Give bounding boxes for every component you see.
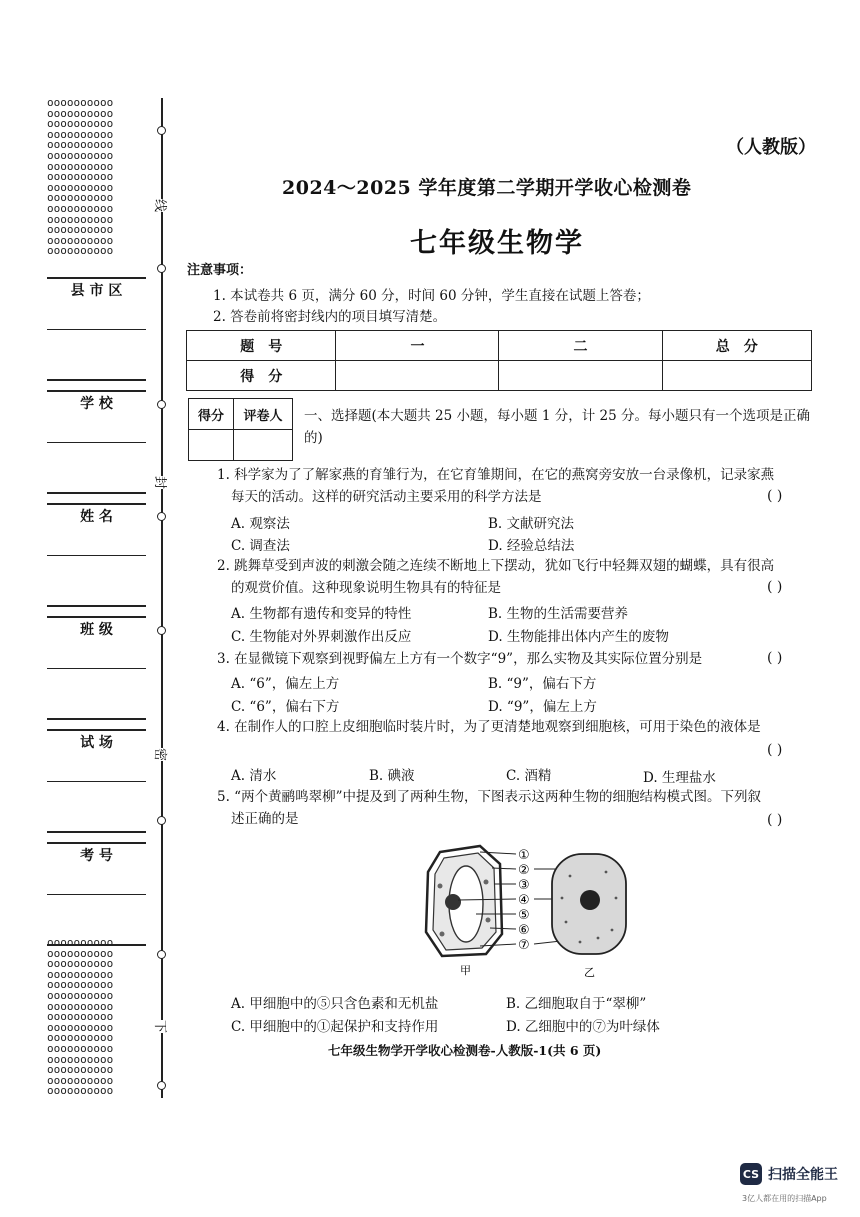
- score-header-cell: 题 号: [187, 331, 336, 361]
- field-label: 试 场: [80, 735, 113, 751]
- cell-diagram: [420, 842, 640, 982]
- note-item: 2. 答卷前将密封线内的项目填写清楚。: [213, 309, 447, 325]
- score-table: [186, 330, 812, 391]
- option[interactable]: C. “6”，偏右下方: [231, 699, 340, 715]
- seal-line-char: 线: [151, 199, 172, 212]
- scanner-tagline: 3亿人都在用的扫描App: [742, 1194, 827, 1203]
- option[interactable]: C. 生物能对外界刺激作出反应: [231, 629, 412, 645]
- grader-header-cell: 得分: [189, 399, 234, 430]
- score-input-cell[interactable]: [499, 361, 662, 391]
- binding-hole: [157, 264, 166, 273]
- diagram-label: ②: [518, 863, 530, 878]
- diagram-label: ③: [518, 878, 530, 893]
- camscanner-logo-icon: CS: [740, 1163, 762, 1185]
- option[interactable]: B. 碘液: [369, 768, 415, 784]
- answer-blank[interactable]: ( ): [767, 488, 783, 504]
- binding-hole: [157, 950, 166, 959]
- option[interactable]: B. “9”，偏右下方: [488, 676, 597, 692]
- field-label: 县 市 区: [70, 283, 123, 299]
- option[interactable]: C. 调查法: [231, 538, 290, 554]
- grader-input-cell[interactable]: [234, 430, 293, 461]
- seal-line-char: 封: [151, 476, 172, 489]
- diagram-label: ④: [518, 893, 530, 908]
- option[interactable]: C. 酒精: [506, 768, 552, 784]
- binding-hole: [157, 1081, 166, 1090]
- option[interactable]: D. 乙细胞中的⑦为叶绿体: [506, 1019, 660, 1035]
- diagram-label: ⑤: [518, 908, 530, 923]
- subject-title: 七年级生物学: [410, 228, 584, 259]
- scanner-watermark: [740, 1163, 838, 1185]
- field-label: 学 校: [80, 396, 113, 412]
- question-text: 每天的活动。这样的研究活动主要采用的科学方法是: [231, 489, 542, 505]
- notes-heading: 注意事项：: [187, 263, 253, 278]
- diagram-label: ①: [518, 848, 530, 863]
- question-text: 4. 在制作人的口腔上皮细胞临时装片时，为了更清楚地观察到细胞核，可用于染色的液体是: [217, 719, 761, 735]
- binding-hole: [157, 512, 166, 521]
- grader-input-cell[interactable]: [189, 430, 234, 461]
- option[interactable]: A. 生物都有遗传和变异的特性: [231, 606, 412, 622]
- animal-nucleus: [580, 890, 600, 910]
- edition-label: （人教版）: [726, 137, 816, 158]
- option[interactable]: A. 清水: [231, 768, 277, 784]
- field-label: 考 号: [80, 848, 113, 864]
- grader-table: [188, 398, 293, 461]
- county-field[interactable]: [47, 277, 146, 381]
- binding-hole: [157, 626, 166, 635]
- exam-room-field[interactable]: [47, 729, 146, 833]
- cell-a-label: 甲: [460, 964, 471, 977]
- exam-title: 2024～2025 学年度第二学期开学收心检测卷: [282, 177, 692, 199]
- binding-line: [161, 98, 163, 1098]
- field-label: 姓 名: [80, 509, 113, 525]
- score-header-cell: 一: [336, 331, 499, 361]
- question-text: 述正确的是: [231, 811, 299, 827]
- field-label: 班 级: [80, 622, 113, 638]
- answer-blank[interactable]: ( ): [767, 579, 783, 595]
- score-row-label: 得 分: [187, 361, 336, 391]
- question-text: 2. 跳舞草受到声波的刺激会随之连续不断地上下摆动，犹如飞行中轻舞双翅的蝴蝶，具有很高: [217, 558, 775, 574]
- grader-header-cell: 评卷人: [234, 399, 293, 430]
- option[interactable]: A. “6”，偏左上方: [231, 676, 340, 692]
- question-text: 5. “两个黄鹂鸣翠柳”中提及到了两种生物，下图表示这两种生物的细胞结构模式图。下列叙: [217, 789, 761, 805]
- option[interactable]: B. 生物的生活需要营养: [488, 606, 629, 622]
- option[interactable]: B. 乙细胞取自于“翠柳”: [506, 996, 647, 1012]
- score-input-cell[interactable]: [662, 361, 811, 391]
- option[interactable]: A. 观察法: [231, 516, 290, 532]
- cell-b-label: 乙: [584, 966, 595, 979]
- diagram-label: ⑦: [518, 938, 530, 953]
- answer-blank[interactable]: ( ): [767, 650, 783, 666]
- option[interactable]: B. 文献研究法: [488, 516, 575, 532]
- score-input-cell[interactable]: [336, 361, 499, 391]
- exam-number-field[interactable]: [47, 842, 146, 946]
- seal-line-char: 下: [151, 1020, 172, 1033]
- option[interactable]: D. “9”，偏左上方: [488, 699, 597, 715]
- option[interactable]: D. 经验总结法: [488, 538, 575, 554]
- option[interactable]: A. 甲细胞中的⑤只含色素和无机盐: [231, 996, 439, 1012]
- binding-hole: [157, 126, 166, 135]
- page-footer: 七年级生物学开学收心检测卷-人教版-1(共 6 页): [328, 1043, 602, 1058]
- question-text: 3. 在显微镜下观察到视野偏左上方有一个数字“9”，那么实物及其实际位置分别是: [217, 651, 703, 667]
- question-text: 的观赏价值。这种现象说明生物具有的特征是: [231, 580, 501, 596]
- diagram-label: ⑥: [518, 923, 530, 938]
- option[interactable]: D. 生物能排出体内产生的废物: [488, 629, 669, 645]
- nucleus: [445, 894, 461, 910]
- score-header-cell: 总 分: [662, 331, 811, 361]
- decorative-dot-pattern-top: oooooooooo oooooooooo oooooooooo oooooooooo oooooooooo oooooooooo oooooooooo oooooooooo oooooooooo oooooooooo oooooooooo oooooooooo oooooooooo oooooooooo oooooooooo: [47, 98, 114, 256]
- option[interactable]: C. 甲细胞中的①起保护和支持作用: [231, 1019, 439, 1035]
- section-heading: 一、选择题(本大题共 25 小题，每小题 1 分，计 25 分。每小题只有一个选项是正确的): [304, 408, 810, 446]
- question-text: 1. 科学家为了了解家燕的育雏行为，在它育雏期间，在它的燕窝旁安放一台录像机，记录家燕: [217, 467, 775, 483]
- answer-blank[interactable]: ( ): [767, 742, 783, 758]
- scanner-app-name: 扫描全能王: [768, 1167, 838, 1183]
- name-field[interactable]: [47, 503, 146, 607]
- binding-hole: [157, 400, 166, 409]
- answer-blank[interactable]: ( ): [767, 812, 783, 828]
- score-header-cell: 二: [499, 331, 662, 361]
- option[interactable]: D. 生理盐水: [643, 770, 716, 786]
- note-item: 1. 本试卷共 6 页，满分 60 分，时间 60 分钟，学生直接在试题上答卷；: [213, 288, 650, 304]
- seal-line-char: 密: [151, 748, 172, 761]
- school-field[interactable]: [47, 390, 146, 494]
- binding-hole: [157, 816, 166, 825]
- decorative-dot-pattern-bottom: oooooooooo oooooooooo oooooooooo oooooooooo oooooooooo oooooooooo oooooooooo oooooooooo oooooooooo oooooooooo oooooooooo oooooooooo oooooooooo oooooooooo oooooooooo: [47, 938, 114, 1098]
- class-field[interactable]: [47, 616, 146, 720]
